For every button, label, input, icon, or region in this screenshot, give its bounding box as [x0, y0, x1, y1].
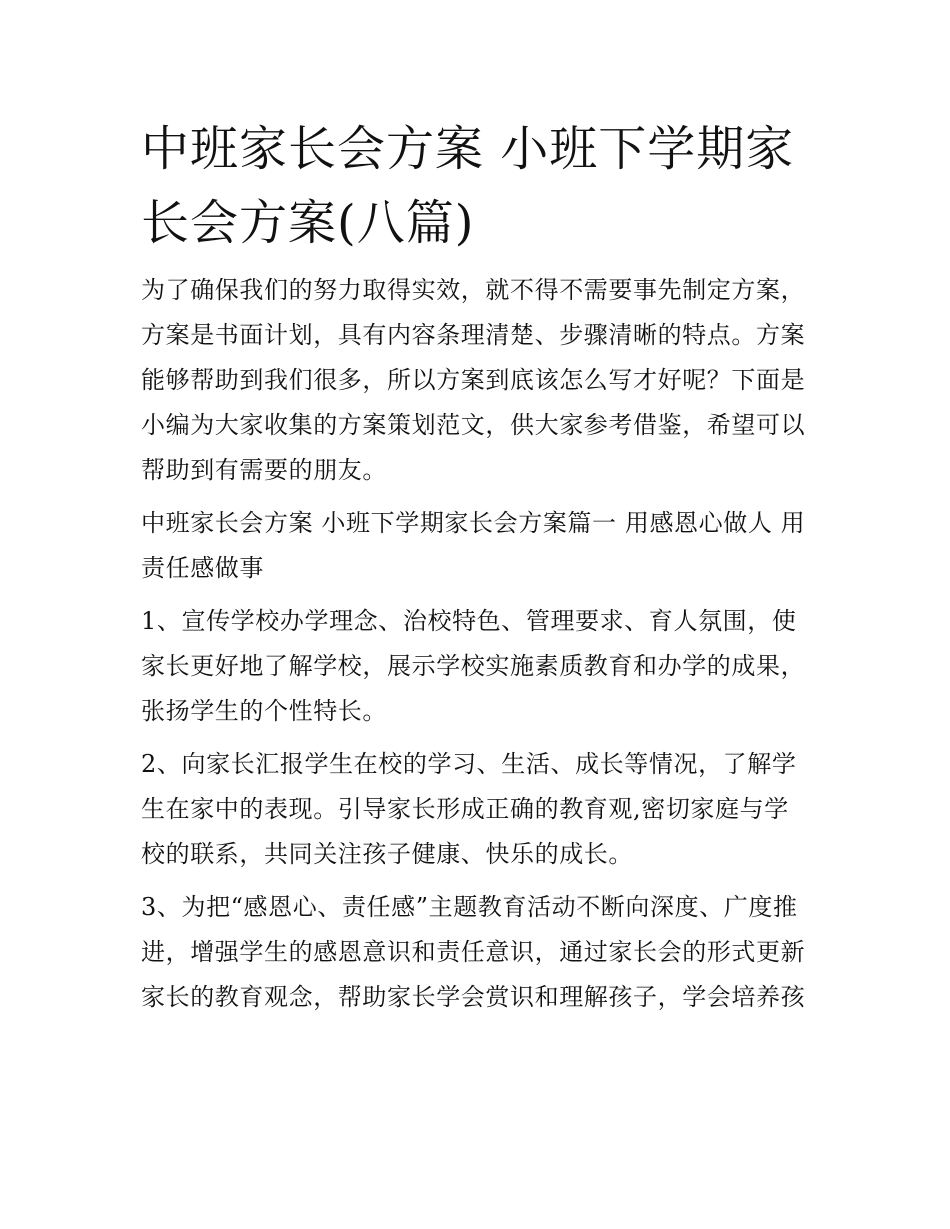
section-heading: 中班家长会方案 小班下学期家长会方案篇一 用感恩心做人 用责任感做事: [141, 509, 806, 582]
document-title: 中班家长会方案 小班下学期家长会方案(八篇): [141, 121, 795, 251]
list-item-1: 1、宣传学校办学理念、治校特色、管理要求、育人氛围，使家长更好地了解学校，展示学校实施素质教育和办学的成果，张扬学生的个性特长。: [141, 607, 806, 725]
list-item-3: 3、为把“感恩心、责任感”主题教育活动不断向深度、广度推进，增强学生的感恩意识和责任意识，通过家长会的形式更新家长的教育观念，帮助家长学会赏识和理解孩子，学会培养孩: [141, 893, 806, 1011]
list-item-2: 2、向家长汇报学生在校的学习、生活、成长等情况，了解学生在家中的表现。引导家长形成正确的教育观,密切家庭与学校的联系，共同关注孩子健康、快乐的成长。: [141, 750, 797, 868]
intro-paragraph: 为了确保我们的努力取得实效，就不得不需要事先制定方案，方案是书面计划，具有内容条理清楚、步骤清晰的特点。方案能够帮助到我们很多，所以方案到底该怎么写才好呢？下面是小编为大家收集的方案策划范文，供大家参考借鉴，希望可以帮助到有需要的朋友。: [141, 276, 806, 484]
document-page: [141, 112, 813, 1028]
